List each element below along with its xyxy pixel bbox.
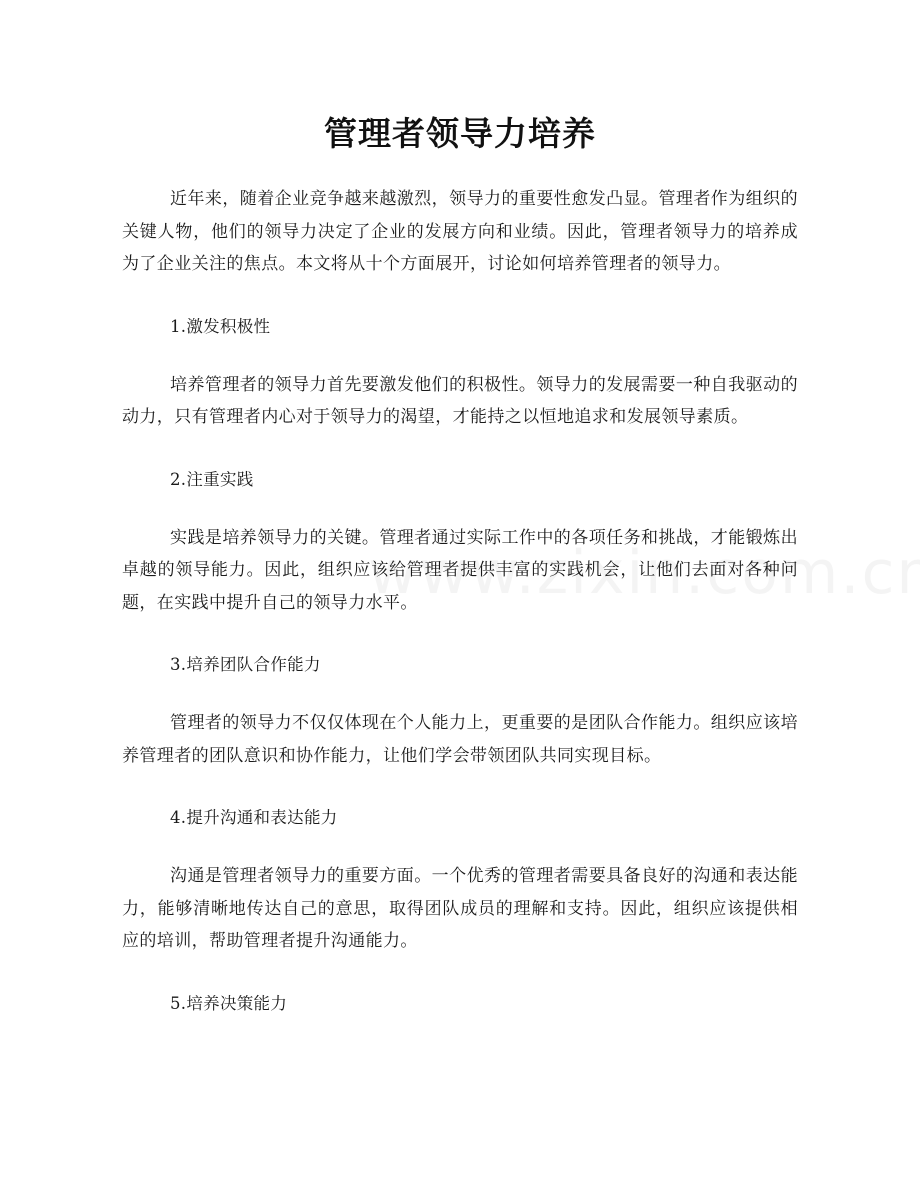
section-heading-5: 5.培养决策能力: [170, 993, 288, 1013]
intro-paragraph: 近年来，随着企业竞争越来越激烈，领导力的重要性愈发凸显。管理者作为组织的关键人物，他们的领导力决定了企业的发展方向和业绩。因此，管理者领导力的培养成为了企业关注的焦点。本文将从十个方面展开，讨论如何培养管理者的领导力。: [122, 189, 798, 274]
document-body: [122, 183, 798, 1046]
section-heading-2: 2.注重实践: [170, 469, 254, 489]
section-body-1: 培养管理者的领导力首先要激发他们的积极性。领导力的发展需要一种自我驱动的动力，只有管理者内心对于领导力的渴望，才能持之以恒地追求和发展领导素质。: [122, 374, 798, 427]
section-body-4: 沟通是管理者领导力的重要方面。一个优秀的管理者需要具备良好的沟通和表达能力，能够清晰地传达自己的意思，取得团队成员的理解和支持。因此，组织应该提供相应的培训，帮助管理者提升沟通能力。: [122, 866, 798, 951]
section-heading-1: 1.激发积极性: [170, 316, 271, 336]
section-body-3: 管理者的领导力不仅仅体现在个人能力上，更重要的是团队合作能力。组织应该培养管理者的团队意识和协作能力，让他们学会带领团队共同实现目标。: [122, 713, 798, 766]
section-body-2: 实践是培养领导力的关键。管理者通过实际工作中的各项任务和挑战，才能锻炼出卓越的领导能力。因此，组织应该给管理者提供丰富的实践机会，让他们去面对各种问题，在实践中提升自己的领导力水平。: [122, 527, 798, 613]
section-heading-4: 4.提升沟通和表达能力: [170, 808, 338, 827]
section-heading-3: 3.培养团队合作能力: [170, 655, 321, 674]
document-title: 管理者领导力培养: [324, 114, 596, 153]
